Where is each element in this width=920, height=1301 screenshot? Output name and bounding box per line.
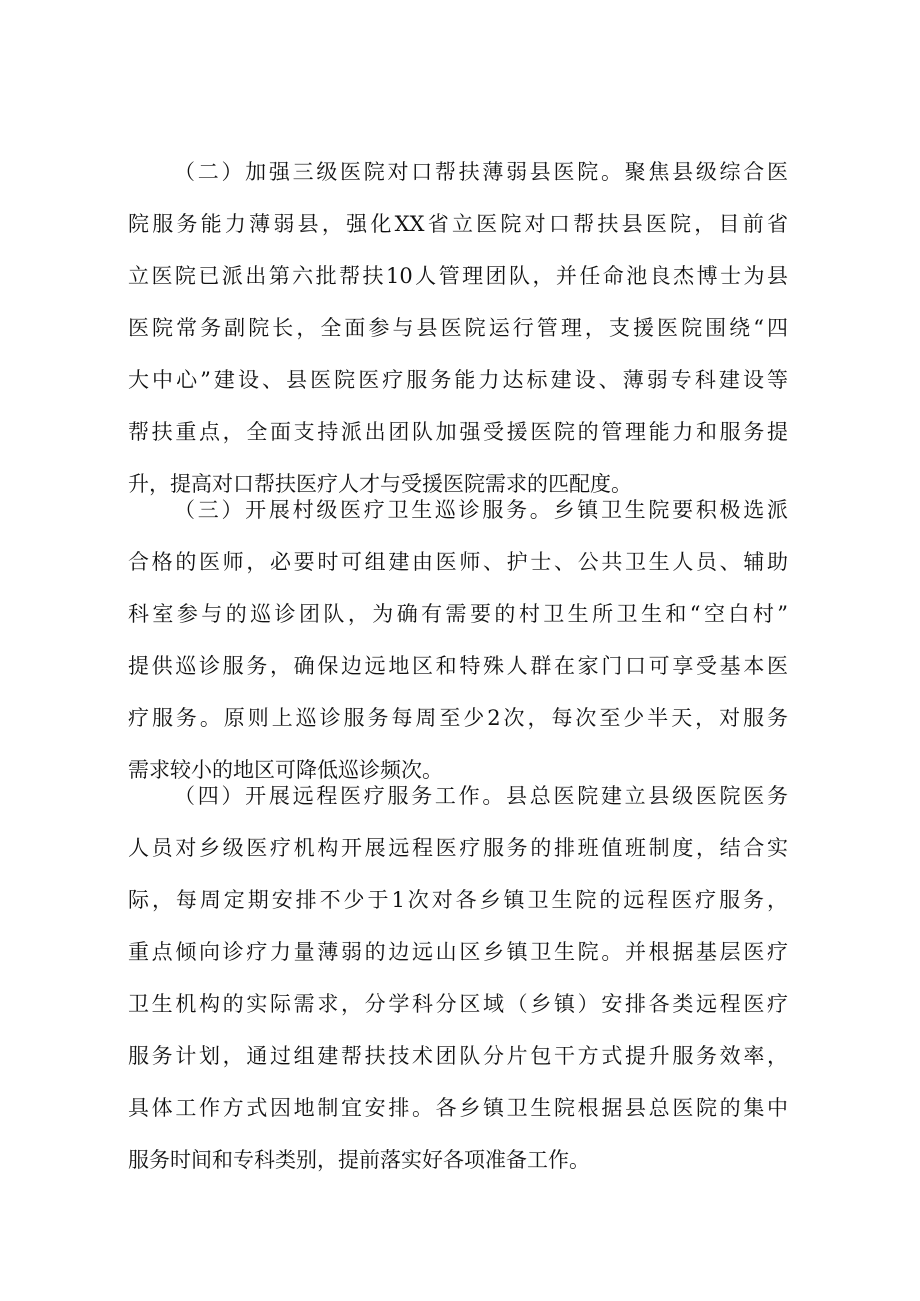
text-line: 合格的医师，必要时可组建由医师、护士、公共卫生人员、辅助 xyxy=(128,550,788,574)
text-line: 医院常务副院长，全面参与县医院运行管理，支援医院围绕“四 xyxy=(128,316,788,340)
paragraph-2 xyxy=(128,146,788,510)
text-line: 需求较小的地区可降低巡诊频次。 xyxy=(128,758,443,782)
text-line: 疗服务。原则上巡诊服务每周至少2次，每次至少半天，对服务 xyxy=(128,706,788,730)
text-line: 提供巡诊服务，确保边远地区和特殊人群在家门口可享受基本医 xyxy=(128,654,788,678)
text-line: 卫生机构的实际需求，分学科分区域（乡镇）安排各类远程医疗 xyxy=(128,992,788,1016)
text-line: 重点倾向诊疗力量薄弱的边远山区乡镇卫生院。并根据基层医疗 xyxy=(128,940,788,964)
text-line: （三）开展村级医疗卫生巡诊服务。乡镇卫生院要积极选派 xyxy=(174,498,788,522)
text-line: 具体工作方式因地制宜安排。各乡镇卫生院根据县总医院的集中 xyxy=(128,1096,788,1120)
text-line: 服务时间和专科类别，提前落实好各项准备工作。 xyxy=(128,1148,590,1172)
text-line: 立医院已派出第六批帮扶10人管理团队，并任命池良杰博士为县 xyxy=(128,264,788,288)
text-line: （二）加强三级医院对口帮扶薄弱县医院。聚焦县级综合医 xyxy=(174,160,788,184)
paragraph-3 xyxy=(128,484,788,796)
paragraph-4 xyxy=(128,770,788,1186)
text-line: 科室参与的巡诊团队，为确有需要的村卫生所卫生和“空白村” xyxy=(128,602,788,626)
text-line: （四）开展远程医疗服务工作。县总医院建立县级医院医务 xyxy=(174,784,788,808)
text-line: 服务计划，通过组建帮扶技术团队分片包干方式提升服务效率， xyxy=(128,1044,788,1068)
text-line: 升，提高对口帮扶医疗人才与受援医院需求的匹配度。 xyxy=(128,472,632,496)
text-line: 院服务能力薄弱县，强化XX省立医院对口帮扶县医院，目前省 xyxy=(128,212,788,236)
text-line: 际，每周定期安排不少于1次对各乡镇卫生院的远程医疗服务， xyxy=(128,888,788,912)
text-line: 大中心”建设、县医院医疗服务能力达标建设、薄弱专科建设等 xyxy=(128,368,788,392)
text-line: 帮扶重点，全面支持派出团队加强受援医院的管理能力和服务提 xyxy=(128,420,788,444)
text-line: 人员对乡级医疗机构开展远程医疗服务的排班值班制度，结合实 xyxy=(128,836,788,860)
